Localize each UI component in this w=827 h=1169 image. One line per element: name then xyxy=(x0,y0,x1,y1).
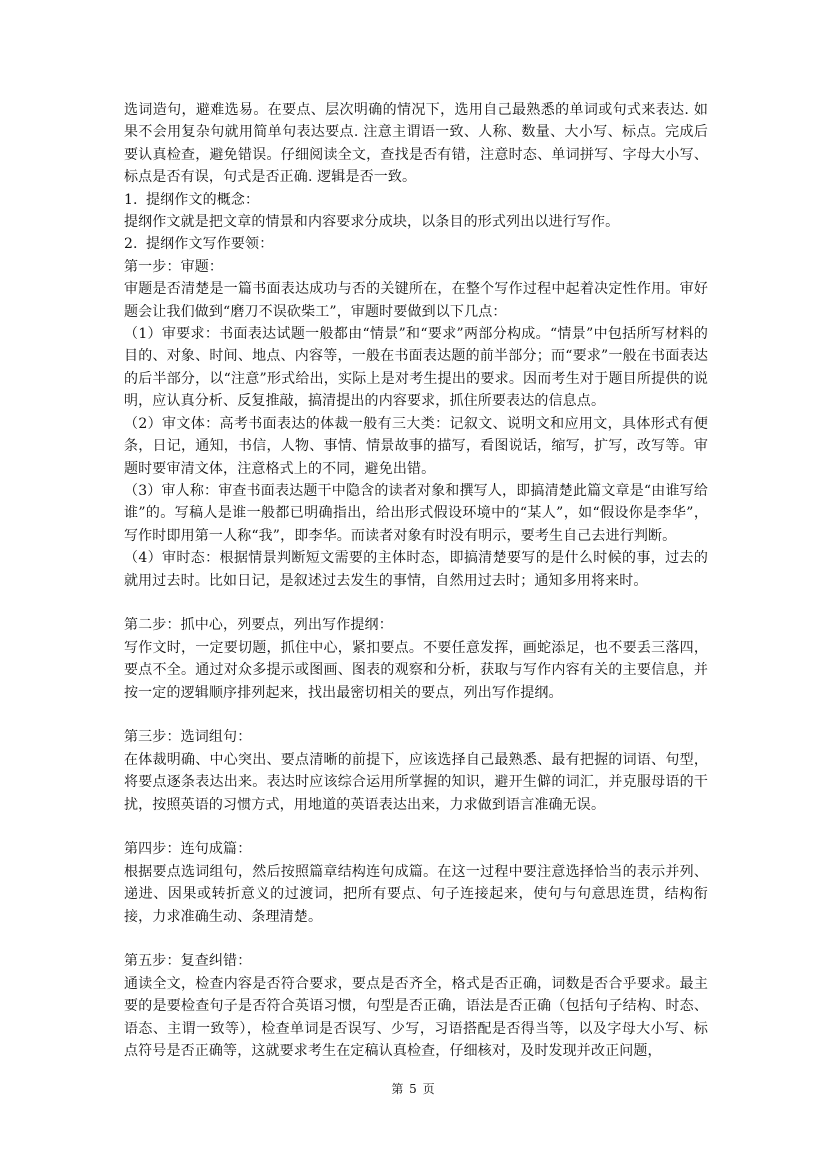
step-heading: 第二步：抓中心，列要点，列出写作提纲： xyxy=(124,617,393,634)
heading-number: 1. xyxy=(124,191,138,208)
paragraph: 在体裁明确、中心突出、要点清晰的前提下，应该选择自己最熟悉、最有把握的词语、句型，将要点逐条表达出来。表达时应该综合运用所掌握的知识，避开生僻的词汇，并克服母语的干扰，按照英语的习惯方式，用地道的英语表达出来，力求做到语言准确无误。 xyxy=(124,751,708,813)
paragraph: 选词造句，避难选易。在要点、层次明确的情况下，选用自己最熟悉的单词或句式来表达. 如果不会用复杂句就用简单句表达要点. 注意主谓语一致、人称、数量、大小写、标点。完成后要认真检查，避免错误。仔细阅读全文，查找是否有错，注意时态、单词拼写、字母大小写、标点是否有误，句式是否正确. 逻辑是否一致。 xyxy=(124,102,708,186)
step-heading: 第五步：复查纠错： xyxy=(124,953,252,970)
document-body xyxy=(124,99,708,1062)
numbered-heading-2 xyxy=(124,233,708,255)
step-heading: 第四步：连句成篇： xyxy=(124,841,252,858)
paragraph: （1）审要求：书面表达试题一般都由“情景”和“要求”两部分构成。“情景”中包括所写材料的目的、对象、时间、地点、内容等，一般在书面表达题的前半部分；而“要求”一般在书面表达的后半部分，以“注意”形式给出，实际上是对考生提出的要求。因而考生对于题目所提供的说明，应认真分析、反复推敲，搞清提出的内容要求，抓住所要表达的信息点。 xyxy=(124,326,708,410)
spacer xyxy=(124,816,708,838)
step-heading: 第一步：审题： xyxy=(124,258,224,275)
paragraph: 写作文时，一定要切题，抓住中心，紧扣要点。不要任意发挥，画蛇添足，也不要丢三落四，要点不全。通过对众多提示或图画、图表的观察和分析，获取与写作内容有关的主要信息，并按一定的逻辑顺序排列起来，找出最密切相关的要点，列出写作提纲。 xyxy=(124,639,708,701)
paragraph: （2）审文体：高考书面表达的体裁一般有三大类：记叙文、说明文和应用文，具体形式有便条，日记，通知，书信，人物、事情、情景故事的描写，看图说话，缩写，扩写，改写等。审题时要审清文体，注意格式上的不同，避免出错。 xyxy=(124,415,708,477)
spacer xyxy=(124,928,708,950)
spacer xyxy=(124,704,708,726)
spacer xyxy=(124,592,708,614)
paragraph: （3）审人称：审查书面表达题干中隐含的读者对象和撰写人，即搞清楚此篇文章是“由谁写给谁”的。写稿人是谁一般都已明确指出，给出形式假设环境中的“某人”，如“假设你是李华”，写作时即用第一人称“我”，即李华。而读者对象有时没有明示，要考生自己去进行判断。 xyxy=(124,482,708,544)
heading-text: 提纲作文写作要领： xyxy=(146,236,274,253)
paragraph: （4）审时态：根据情景判断短文需要的主体时态，即搞清楚要写的是什么时候的事，过去的就用过去时。比如日记，是叙述过去发生的事情，自然用过去时；通知多用将来时。 xyxy=(124,550,708,589)
numbered-heading-1 xyxy=(124,189,708,211)
paragraph: 提纲作文就是把文章的情景和内容要求分成块，以条目的形式列出以进行写作。 xyxy=(124,214,620,231)
heading-number: 2. xyxy=(124,236,138,253)
paragraph: 审题是否清楚是一篇书面表达成功与否的关键所在，在整个写作过程中起着决定性作用。审好题会让我们做到“磨刀不误砍柴工”，审题时要做到以下几点： xyxy=(124,281,708,320)
paragraph: 通读全文，检查内容是否符合要求，要点是否齐全，格式是否正确，词数是否合乎要求。最主要的是要检查句子是否符合英语习惯，句型是否正确，语法是否正确（包括句子结构、时态、语态、主谓一致等），检查单词是否误写、少写，习语搭配是否得当等，以及字母大小写、标点符号是否正确等，这就要求考生在定稿认真检查，仔细核对，及时发现并改正问题， xyxy=(124,975,708,1059)
page-number: 第 5 页 xyxy=(391,1082,436,1096)
paragraph: 根据要点选词组句，然后按照篇章结构连句成篇。在这一过程中要注意选择恰当的表示并列、递进、因果或转折意义的过渡词，把所有要点、句子连接起来，使句与句意思连贯，结构衔接，力求准确生动、条理清楚。 xyxy=(124,863,708,925)
step-heading: 第三步：选词组句： xyxy=(124,729,252,746)
heading-text: 提纲作文的概念： xyxy=(146,191,260,208)
